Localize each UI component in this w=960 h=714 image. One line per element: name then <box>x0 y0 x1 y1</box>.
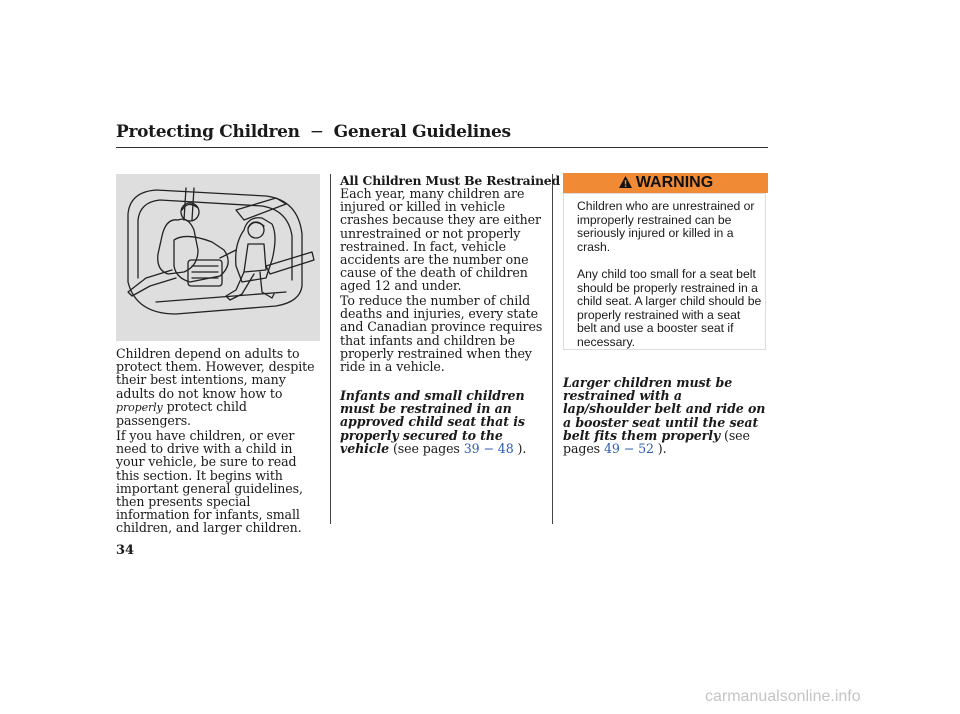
page-title <box>116 122 511 142</box>
footer-watermark: carmanualsonline.info <box>705 688 861 705</box>
warning-triangle-icon <box>618 175 633 195</box>
see-pages-close: ). <box>517 440 527 456</box>
warning-label: WARNING <box>635 174 714 191</box>
column-divider-1 <box>330 174 331 524</box>
infant-note <box>340 389 545 455</box>
column-divider-2 <box>552 174 553 524</box>
child-seat-illustration <box>116 174 320 341</box>
page-link-48[interactable]: 48 <box>497 440 514 456</box>
guidelines-paragraph: If you have children, or ever need to drive with a child in your vehicle, be sure to read this section. It begins with important general guidelines, then presents special information for infants, small children, and larger children. <box>116 428 303 536</box>
page-link-52[interactable]: 52 <box>638 441 654 457</box>
see-pages-label-2: (see pages <box>563 427 750 457</box>
page-number: 34 <box>116 543 135 558</box>
larger-children-note <box>563 376 768 455</box>
page-range-dash-2: − <box>623 441 635 457</box>
intro-text-b: protect child passengers. <box>116 398 247 429</box>
intro-text-a: Children depend on adults to protect them. However, despite their best intentions, many adults do not know how to <box>116 346 315 401</box>
statistics-paragraph: Each year, many children are injured or killed in vehicle crashes because they are either unrestrained or not properly restrained. In fact, vehicle accidents are the number one cause of the death of children aged 12 and under. <box>340 186 541 294</box>
page-range-dash: − <box>483 440 494 456</box>
title-right: General Guidelines <box>333 122 511 142</box>
intro-italic-word: properly <box>116 400 163 414</box>
see-pages-close-2: ). <box>657 441 667 457</box>
section-heading: All Children Must Be Restrained <box>340 173 560 188</box>
see-pages-label: (see pages <box>392 440 460 456</box>
warning-text-1: Children who are unrestrained or improperly restrained can be seriously injured or killed in a crash. <box>577 199 755 254</box>
intro-paragraph <box>116 347 322 427</box>
title-dash: − <box>309 122 324 142</box>
warning-header <box>563 173 768 193</box>
infant-note-emphasis: Infants and small children must be restrained in an approved child seat that is properly secured to the vehicle <box>340 388 525 456</box>
warning-text-2: Any child too small for a seat belt should be properly restrained in a child seat. A larger child should be properly restrained with a seat belt and use a booster seat if necessary. <box>577 267 762 349</box>
law-paragraph: To reduce the number of child deaths and injuries, every state and Canadian province requires that infants and children be properly restrained when they ride in a vehicle. <box>340 293 543 375</box>
child-seat-drawing <box>116 174 320 341</box>
page-link-49[interactable]: 49 <box>603 441 620 457</box>
title-left: Protecting Children <box>116 122 300 142</box>
header-rule <box>116 147 768 148</box>
page-link-39[interactable]: 39 <box>463 440 480 456</box>
larger-note-emphasis: Larger children must be restrained with a lap/shoulder belt and ride on a booster seat until the seat belt fits them properly <box>563 375 766 443</box>
